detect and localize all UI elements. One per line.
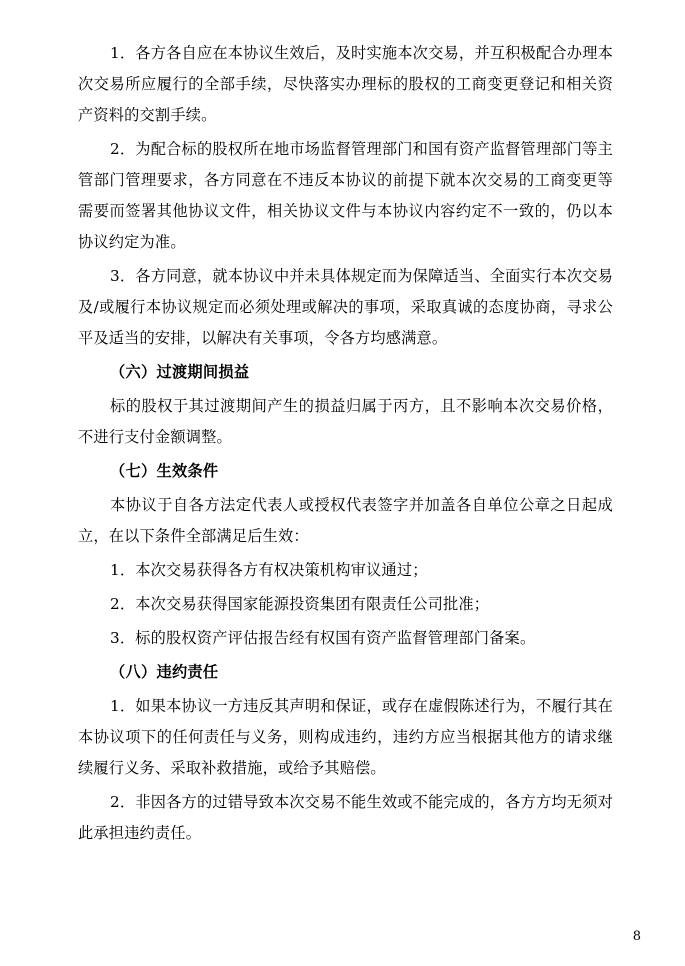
paragraph: 2．为配合标的股权所在地市场监督管理部门和国有资产监督管理部门等主管部门管理要求，各方同意在不违反本协议的前提下就本次交易的工商变更等需要而签署其他协议文件，相关协议文件与本协议内容约定不一致的，仍以本协议约定为准。 — [78, 140, 613, 251]
paragraph: 1．各方各自应在本协议生效后，及时实施本次交易，并互积极配合办理本次交易所应履行的全部手续，尽快落实办理标的股权的工商变更登记和相关资产资料的交割手续。 — [78, 44, 613, 124]
paragraph: 2．本次交易获得国家能源投资集团有限责任公司批准； — [110, 595, 490, 613]
section-heading: （七）生效条件 — [110, 462, 219, 480]
paragraph: 1．如果本协议一方违反其声明和保证，或存在虚假陈述行为，不履行其在本协议项下的任何责任与义务，则构成违约，违约方应当根据其他方的请求继续履行义务、采取补救措施，或给予其赔偿。 — [78, 697, 613, 777]
section-heading: （八）违约责任 — [110, 663, 219, 681]
paragraph: 标的股权于其过渡期间产生的损益归属于丙方，且不影响本次交易价格，不进行支付金额调整。 — [78, 397, 613, 446]
section-heading: （六）过渡期间损益 — [110, 363, 250, 381]
paragraph: 1．本次交易获得各方有权决策机构审议通过； — [110, 561, 428, 579]
paragraph: 本协议于自各方法定代表人或授权代表签字并加盖各自单位公章之日起成立，在以下条件全部满足后生效： — [78, 496, 613, 545]
paragraph: 2．非因各方的过错导致本次交易不能生效或不能完成的，各方方均无须对此承担违约责任。 — [78, 793, 613, 842]
page-number: 8 — [632, 929, 641, 944]
document-body — [78, 38, 613, 849]
paragraph: 3．各方同意，就本协议中并未具体规定而为保障适当、全面实行本次交易及/或履行本协议规定而必须处理或解决的事项，采取真诚的态度协商，寻求公平及适当的安排，以解决有关事项，令各方均感满意。 — [78, 267, 613, 347]
paragraph: 3．标的股权资产评估报告经有权国有资产监督管理部门备案。 — [110, 629, 536, 647]
